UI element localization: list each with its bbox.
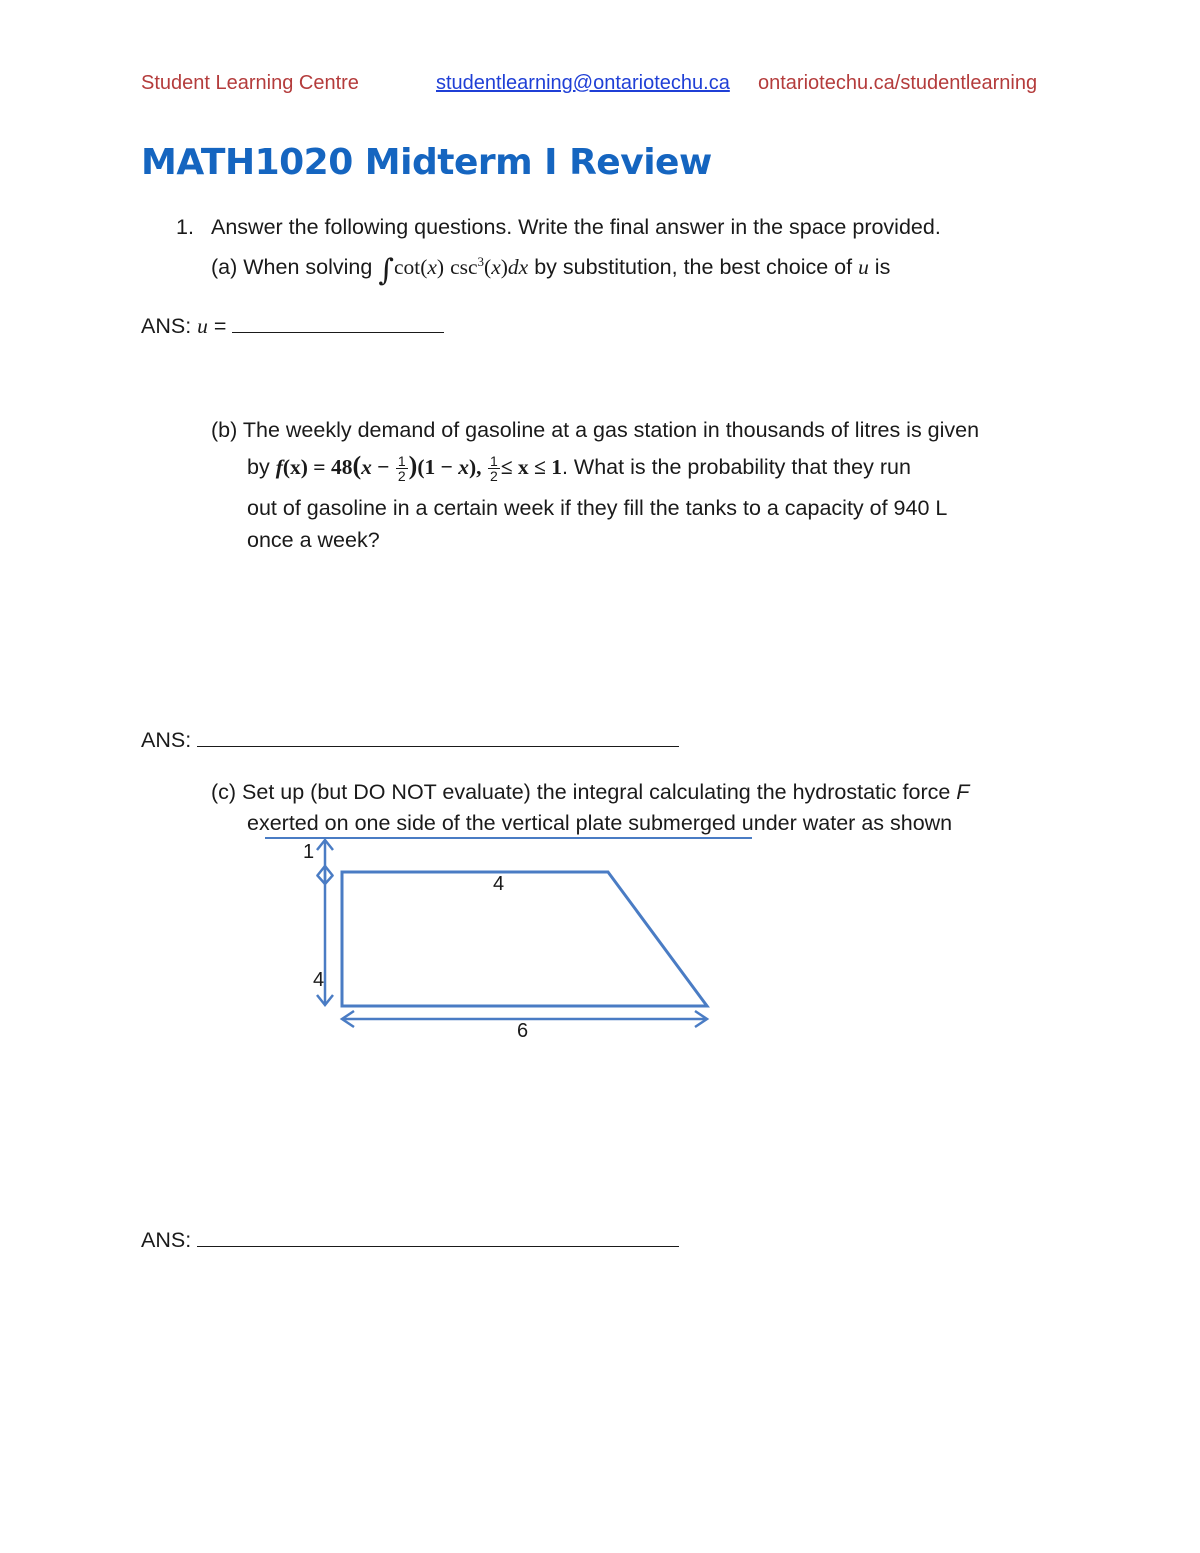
part-a-end: is: [868, 255, 891, 279]
domain-condition: ≤ x ≤ 1: [500, 455, 562, 479]
header-email-link[interactable]: studentlearning@ontariotechu.ca: [436, 72, 730, 94]
part-b-line4: once a week?: [247, 528, 380, 552]
part-b-by: by: [247, 455, 276, 479]
question-number: 1.: [176, 215, 194, 239]
integrand-power: 3: [477, 253, 485, 269]
function-coef: 48: [330, 455, 353, 479]
question-intro: Answer the following questions. Write the final answer in the space provided.: [211, 215, 941, 239]
page-title: MATH1020 Midterm I Review: [141, 142, 712, 183]
answer-blank-c[interactable]: [197, 1228, 679, 1247]
part-c-line2: exerted on one side of the vertical plate submerged under water as shown: [247, 811, 953, 835]
answer-line-c: [141, 1228, 679, 1253]
part-b-line2: by f(x) = 48(x − $\frac{1}{2}$ )(1 − x), $\frac{1}{2}$ ≤ x ≤ 1. What is the probability that they run: [247, 451, 911, 484]
integrand-csc: csc: [450, 255, 478, 279]
part-c-text: (c) Set up (but DO NOT evaluate) the integral calculating the hydrostatic force: [211, 780, 957, 804]
force-var: F: [956, 780, 970, 804]
part-b-after: . What is the probability that they run: [561, 455, 911, 479]
label-top-width: 4: [493, 873, 505, 895]
integrand-cot: cot(: [393, 255, 428, 279]
answer-label-a: ANS:: [141, 314, 198, 338]
header-org: Student Learning Centre: [141, 72, 359, 94]
part-a-suffix: by substitution, the best choice of: [528, 255, 859, 279]
fraction-half: $\frac{1}{2}$: [397, 452, 406, 484]
integral-sign-icon: ∫: [378, 253, 394, 288]
answer-label-c: ANS:: [141, 1228, 198, 1252]
part-a-prefix: (a) When solving: [211, 255, 379, 279]
label-bottom-width: 6: [517, 1020, 529, 1042]
integrand-dx: dx: [507, 255, 529, 279]
part-a-var: u: [858, 255, 869, 279]
part-a-text: (a) When solving ∫cot(x) $\csc^3(x)dx$ by substitution, the best choice of u is: [211, 253, 891, 288]
fraction-half-lower: $\frac{1}{2}$: [489, 452, 498, 484]
function-args: (x) =: [282, 455, 331, 479]
trapezoid-plate: [342, 872, 707, 1006]
answer-label-b: ANS:: [141, 728, 198, 752]
answer-var-a: u: [197, 314, 208, 338]
header-website: ontariotechu.ca/studentlearning: [758, 72, 1038, 94]
label-depth: 1: [303, 841, 315, 863]
part-b-line3: out of gasoline in a certain week if they fill the tanks to a capacity of 940 L: [247, 496, 948, 520]
part-b-line1: (b) The weekly demand of gasoline at a gas station in thousands of litres is given: [211, 418, 980, 442]
function-f: f: [275, 455, 283, 479]
label-height: 4: [313, 969, 325, 991]
answer-eq-a: =: [207, 314, 233, 338]
